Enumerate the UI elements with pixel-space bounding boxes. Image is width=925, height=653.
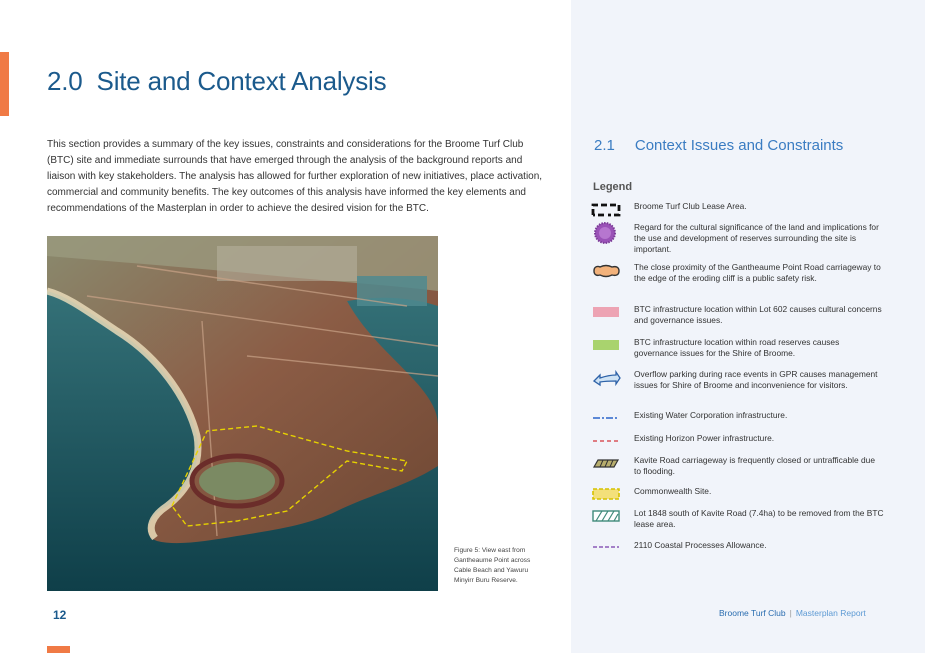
legend-item-text: BTC infrastructure location within road reserves causes governance issues for the Shire of Broome. (634, 337, 840, 358)
legend-item-text: BTC infrastructure location within Lot 602 causes cultural concerns and governance issues. (634, 304, 882, 325)
section-title (594, 137, 843, 154)
lease-area-icon (590, 201, 622, 219)
intro-paragraph: This section provides a summary of the key issues, constraints and considerations for the Broome Turf Club (BTC) site and immediate surrounds that have emerged through the analysis of the background reports and liaison with key stakeholders. The analysis has allowed for further exploration of new initiatives, place activation, commercial and community benefits. The key outcomes of this analysis have informed the key elements and recommendations of the Masterplan in order to achieve the desired vision for the BTC. (47, 139, 543, 214)
power-infrastructure-icon (590, 433, 622, 451)
page-title (47, 66, 386, 97)
legend-item-text: Existing Horizon Power infrastructure. (634, 433, 775, 443)
lot-1848-icon (590, 508, 622, 526)
legend-item-text: Kavite Road carriageway is frequently closed or untrafficable due to flooding. (634, 455, 875, 476)
legend-item-text: Existing Water Corporation infrastructure. (634, 410, 788, 420)
section-title-text: Context Issues and Constraints (634, 137, 844, 154)
aerial-photo-image (47, 236, 438, 591)
overflow-parking-icon (590, 369, 622, 387)
legend-item-text: The close proximity of the Gantheaume Point Road carriageway to the edge of the eroding cliff is a public safety risk. (634, 262, 881, 283)
legend-item-text: Commonwealth Site. (634, 486, 712, 496)
eroding-cliff-icon (590, 262, 622, 280)
commonwealth-site-icon (590, 486, 622, 504)
cultural-significance-icon (590, 222, 622, 244)
footer-report: Masterplan Report (795, 608, 866, 618)
legend-item-text: Regard for the cultural significance of the land and implications for the use and development of reserves surrounding the site is important. (634, 222, 879, 254)
page-number: 12 (53, 608, 67, 622)
footer-brand: Broome Turf Club (719, 608, 786, 618)
legend-item-text: Broome Turf Club Lease Area. (634, 201, 747, 211)
figure-caption: Figure 5: View east from Gantheaume Point across Cable Beach and Yawuru Minyirr Buru Reserve. (454, 547, 531, 584)
legend-item-text: 2110 Coastal Processes Allowance. (634, 540, 767, 550)
legend-item-text: Overflow parking during race events in GPR causes management issues for Shire of Broome and inconvenience for visitors. (634, 369, 878, 390)
page-title-number: 2.0 (47, 66, 83, 96)
coastal-allowance-icon (590, 540, 622, 558)
page-title-text: Site and Context Analysis (96, 66, 387, 96)
kavite-road-icon (590, 455, 622, 473)
road-reserve-icon (590, 337, 622, 355)
footer (719, 608, 866, 618)
aerial-photo (47, 236, 438, 591)
water-infrastructure-icon (590, 410, 622, 428)
accent-bar (0, 52, 9, 116)
right-page (571, 0, 925, 653)
section-number: 2.1 (594, 137, 615, 154)
accent-bottom-tab (47, 646, 70, 653)
footer-separator: | (789, 608, 792, 618)
legend-heading: Legend (593, 181, 633, 193)
legend-item-text: Lot 1848 south of Kavite Road (7.4ha) to be removed from the BTC lease area. (634, 508, 884, 529)
lot-602-icon (590, 304, 622, 322)
